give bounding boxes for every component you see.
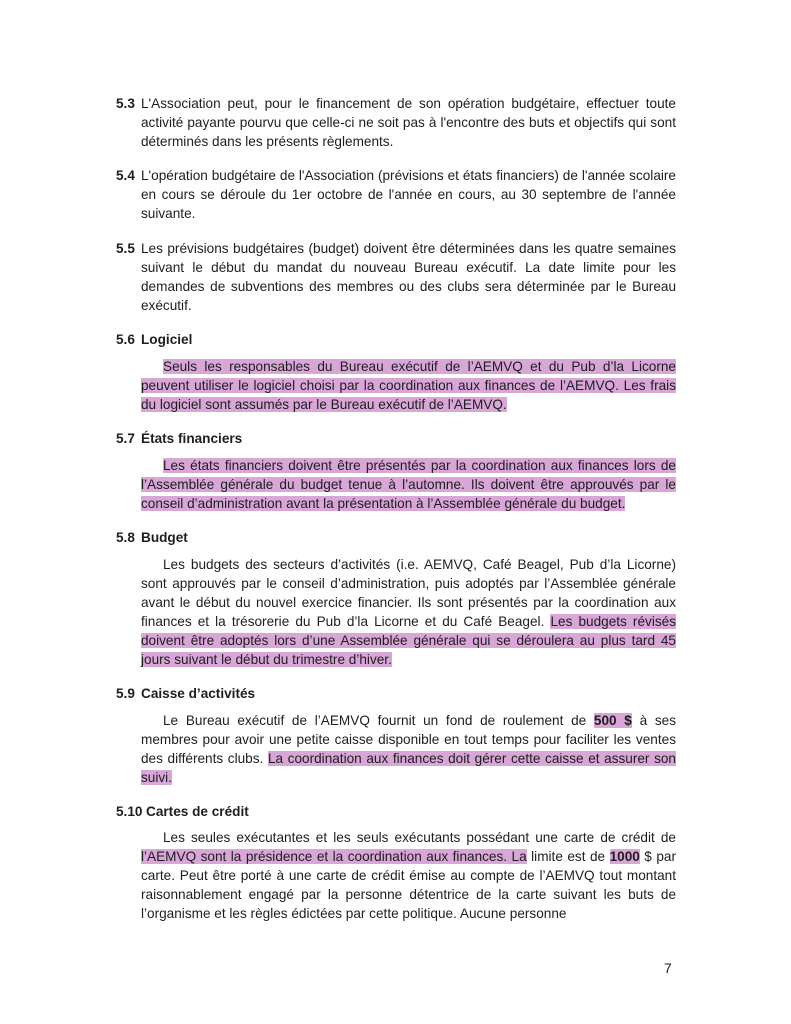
highlighted-text: Les états financiers doivent être présentés par la coordination aux finances lors de l’Assemblée générale du budget tenue à l’automne. Ils doivent être approuvés par le conseil d’administration avant la présentation à l’Assemblée générale du budget. [141, 458, 676, 511]
section-text: L'Association peut, pour le financement de son opération budgétaire, effectuer toute activité payante pourvu que celle-ci ne soit pas à l'encontre des buts et objectifs qui sont déterminés dans les présents règlements. [141, 96, 676, 149]
section-5-9-body [141, 711, 676, 787]
plain-text: $ par carte. Peut être porté à une carte de crédit émise au compte de l’AEMVQ tout montant raisonnablement engagé par la personne détentrice de la carte suivant les buts de l’organisme et les règles édictées par cette politique. Aucune personne [141, 849, 676, 921]
section-5-4 [116, 166, 676, 223]
highlighted-text: l’AEMVQ sont la présidence et la coordination aux finances. La [141, 849, 527, 864]
section-title: Caisse d’activités [141, 686, 256, 701]
section-number: 5.8 [116, 530, 135, 545]
plain-text: à ses membres pour avoir une petite caisse disponible en tout temps pour faciliter les ventes des différents clubs. [141, 713, 676, 766]
section-5-6-body [141, 357, 676, 414]
plain-text: Le Bureau exécutif de l’AEMVQ fournit un fond de roulement de [163, 713, 594, 728]
section-number: 5.10 [116, 804, 143, 819]
section-number: 5.4 [116, 168, 135, 183]
section-5-8-body [141, 555, 676, 669]
section-text: L'opération budgétaire de l'Association (prévisions et états financiers) de l'année scolaire en cours se déroule du 1er octobre de l'année en cours, au 30 septembre de l'année suivante. [141, 168, 676, 221]
plain-text: Les budgets des secteurs d’activités (i.e. AEMVQ, Café Beagel, Pub d’la Licorne) sont approuvés par le conseil d’administration, puis adoptés par l’Assemblée générale avant le début du nouvel exercice financier. Ils sont présentés par la coordination aux finances et la trésorerie du Pub d’la Licorne et du Café Beagel. [141, 557, 676, 629]
highlighted-text: La coordination aux finances doit gérer cette caisse et assurer son suivi. [141, 751, 676, 785]
highlighted-amount: 500 $ [593, 713, 632, 728]
section-number: 5.5 [116, 241, 135, 256]
plain-text: limite est de [526, 849, 610, 864]
section-5-3 [116, 94, 676, 151]
section-title: Budget [141, 530, 188, 545]
highlighted-text: Seuls les responsables du Bureau exécutif de l’AEMVQ et du Pub d’la Licorne peuvent utiliser le logiciel choisi par la coordination aux finances de l’AEMVQ. Les frais du logiciel sont assumés par le Bureau exécutif de l’AEMVQ. [141, 359, 676, 412]
highlighted-text: Les budgets révisés doivent être adoptés lors d’une Assemblée générale qui se déroulera au plus tard 45 jours suivant le début du trimestre d’hiver. [141, 614, 676, 667]
section-number: 5.9 [116, 686, 135, 701]
section-text: Les prévisions budgétaires (budget) doivent être déterminées dans les quatre semaines suivant le début du mandat du nouveau Bureau exécutif. La date limite pour les demandes de subventions des membres ou des clubs sera déterminée par le Bureau exécutif. [141, 241, 676, 313]
section-5-5 [116, 239, 676, 315]
section-title: Logiciel [141, 332, 193, 347]
section-title: États financiers [141, 431, 243, 446]
section-title: Cartes de crédit [146, 804, 249, 819]
section-5-10-body [141, 828, 676, 923]
section-5-7-body [141, 456, 676, 513]
highlighted-amount: 1000 [609, 849, 640, 864]
section-number: 5.3 [116, 96, 135, 111]
section-number: 5.6 [116, 332, 135, 347]
plain-text: Les seules exécutantes et les seuls exécutants possédant une carte de crédit de [163, 830, 676, 845]
section-number: 5.7 [116, 431, 135, 446]
page-number: 7 [664, 960, 672, 976]
